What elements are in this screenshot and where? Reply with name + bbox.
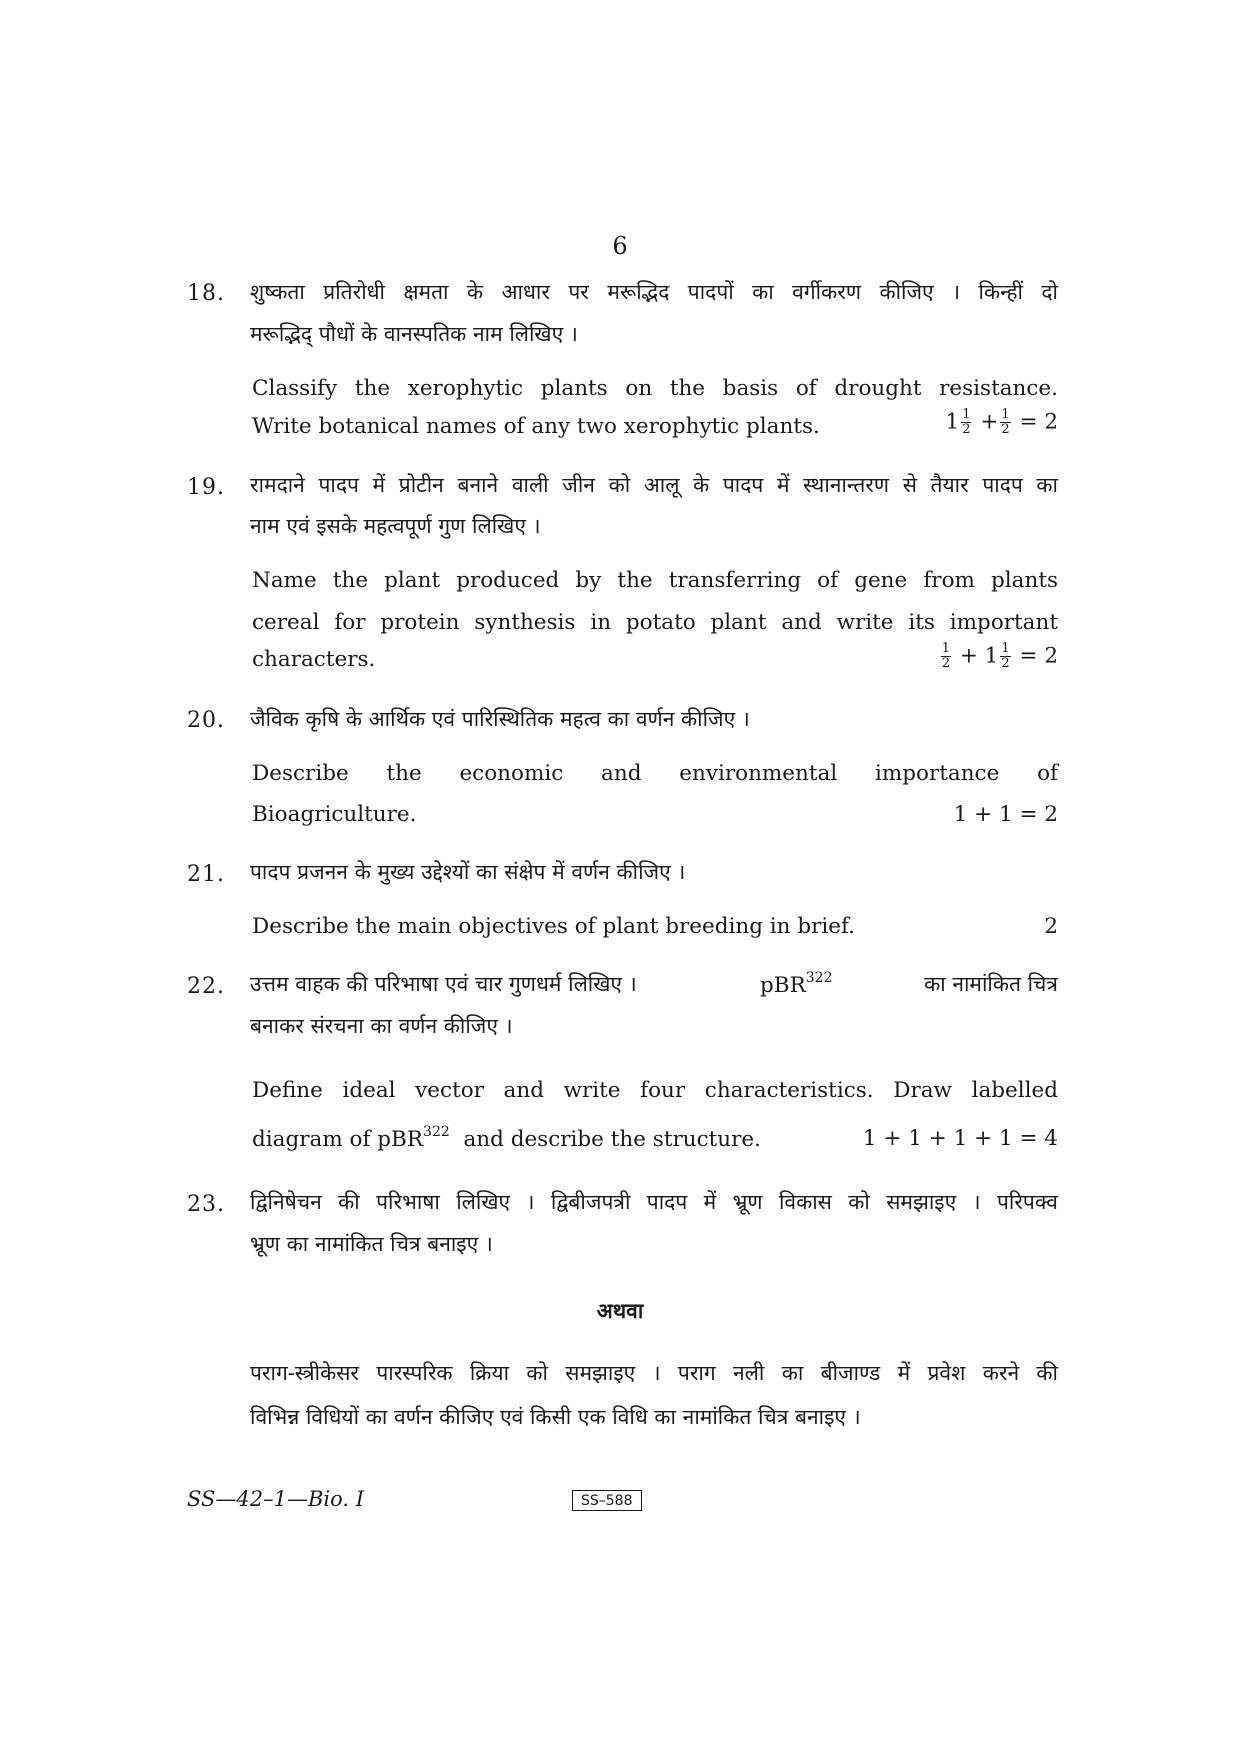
fraction-denominator: 2 xyxy=(941,656,950,671)
question-hindi-line: उत्तम वाहक की परिभाषा एवं चार गुणधर्म लिखिए । xyxy=(250,972,637,996)
english-text: and describe the structure. xyxy=(463,1127,761,1153)
question-english-line: cereal for protein synthesis in potato plant and write its important xyxy=(252,610,1058,635)
question-english-line: Define ideal vector and write four characteristics. Draw labelled xyxy=(252,1078,1058,1103)
fraction xyxy=(941,642,951,671)
fraction-denominator: 2 xyxy=(1001,656,1010,671)
fraction xyxy=(1000,408,1010,437)
plasmid-number: 322 xyxy=(805,970,833,986)
question-english-line: Classify the xerophytic plants on the basis of drought resistance. xyxy=(252,376,1058,401)
question-hindi-line: का नामांकित चित्र xyxy=(924,972,1058,996)
question-hindi-line: द्विनिषेचन की परिभाषा लिखिए । द्विबीजपत्री पादप में भ्रूण विकास को समझाइए । परिपक्व xyxy=(250,1190,1058,1214)
fraction-numerator: 1 xyxy=(1001,407,1010,422)
question-number: 18. xyxy=(187,281,225,306)
alternative-hindi-line: पराग-स्त्रीकेसर पारस्परिक क्रिया को समझाइए । पराग नली का बीजाण्ड में प्रवेश करने की xyxy=(250,1361,1058,1385)
question-hindi-line: शुष्कता प्रतिरोधी क्षमता के आधार पर मरूद्भिद पादपों का वर्गीकरण कीजिए । किन्हीं दो xyxy=(250,280,1058,304)
marks-plus: + 1 xyxy=(959,643,999,669)
marks-total: = 2 xyxy=(1019,643,1058,669)
page-number: 6 xyxy=(612,232,628,260)
question-marks xyxy=(946,408,1058,437)
marks-whole: 1 xyxy=(945,409,960,435)
fraction-denominator: 2 xyxy=(962,422,971,437)
alternative-hindi-line: विभिन्न विधियों का वर्णन कीजिए एवं किसी एक विधि का नामांकित चित्र बनाइए । xyxy=(250,1405,861,1429)
fraction xyxy=(961,408,971,437)
or-heading: अथवा xyxy=(596,1298,644,1323)
plasmid-name xyxy=(760,972,833,998)
question-hindi-line: नाम एवं इसके महत्वपूर्ण गुण लिखिए । xyxy=(250,514,541,538)
question-number: 20. xyxy=(187,708,225,733)
plasmid-number: 322 xyxy=(423,1124,450,1140)
page-code-box: SS–588 xyxy=(572,1490,642,1511)
question-marks xyxy=(939,642,1058,671)
fraction-numerator: 1 xyxy=(941,641,950,656)
question-marks: 1 + 1 + 1 + 1 = 4 xyxy=(862,1126,1058,1151)
question-number: 23. xyxy=(187,1192,225,1217)
question-number: 21. xyxy=(187,862,225,887)
question-number: 19. xyxy=(187,475,225,500)
question-hindi-line: मरूद्भिद् पौधों के वानस्पतिक नाम लिखिए । xyxy=(250,322,578,346)
plasmid-label: pBR xyxy=(760,973,806,999)
question-english-line: Write botanical names of any two xerophytic plants. xyxy=(252,414,820,439)
question-english-line xyxy=(252,1126,761,1152)
marks-total: = 2 xyxy=(1019,409,1058,435)
question-marks: 1 + 1 = 2 xyxy=(953,802,1058,827)
question-english-line: Name the plant produced by the transferring of gene from plants xyxy=(252,568,1058,593)
fraction-denominator: 2 xyxy=(1001,422,1010,437)
question-english-line: Describe the economic and environmental importance of xyxy=(252,761,1058,786)
fraction-numerator: 1 xyxy=(962,407,971,422)
paper-code: SS—42–1—Bio. I xyxy=(187,1487,365,1511)
question-english-line: Bioagriculture. xyxy=(252,802,417,827)
fraction-numerator: 1 xyxy=(1001,641,1010,656)
marks-plus: + xyxy=(980,409,999,435)
question-english-line: Describe the main objectives of plant breeding in brief. xyxy=(252,914,856,939)
question-marks: 2 xyxy=(1044,914,1058,939)
english-text: diagram of pBR xyxy=(252,1127,424,1153)
question-hindi-line: पादप प्रजनन के मुख्य उद्देश्यों का संक्षेप में वर्णन कीजिए । xyxy=(250,860,686,884)
question-hindi-line: भ्रूण का नामांकित चित्र बनाइए । xyxy=(250,1232,493,1256)
question-english-line: characters. xyxy=(252,647,376,672)
question-number: 22. xyxy=(187,974,225,999)
question-hindi-line: बनाकर संरचना का वर्णन कीजिए । xyxy=(250,1014,513,1038)
question-hindi-line: जैविक कृषि के आर्थिक एवं पारिस्थितिक महत्व का वर्णन कीजिए । xyxy=(250,707,750,731)
question-hindi-line: रामदाने पादप में प्रोटीन बनाने वाली जीन को आलू के पादप में स्थानान्तरण से तैयार पादप का xyxy=(250,473,1058,497)
fraction xyxy=(1000,642,1010,671)
